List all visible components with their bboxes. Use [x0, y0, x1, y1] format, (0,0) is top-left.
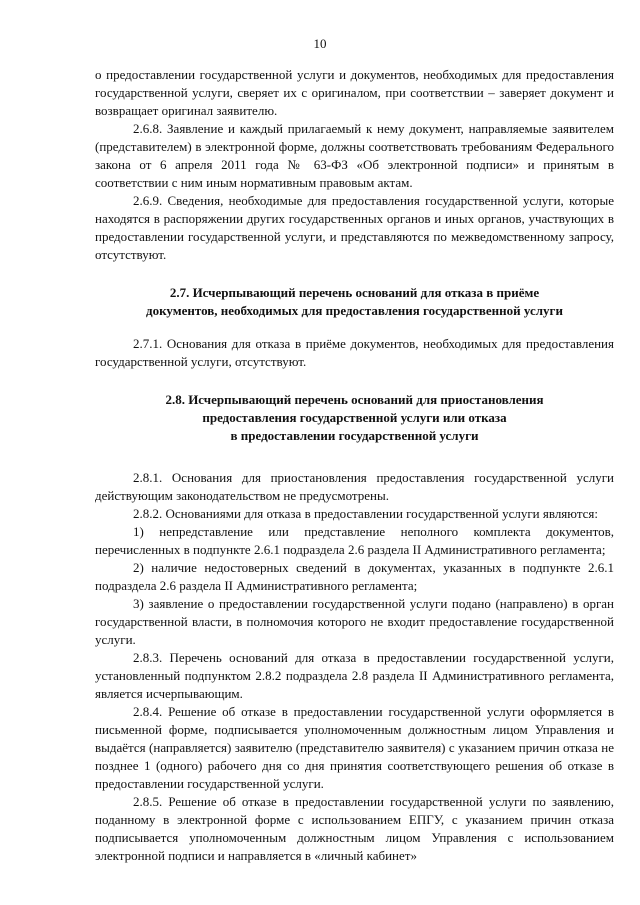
section-heading-2-8-line-3: в предоставлении государственной услуги: [230, 428, 479, 443]
paragraph-2-6-8: 2.6.8. Заявление и каждый прилагаемый к нему документ, направляемые заявителем (представителем) в электронной форме, должны соответствовать требованиям Федерального закона от 6 апреля 2011 года № 63-ФЗ «Об электронной подписи» и принятым в соответствии с ним иным нормативным правовым актам.: [95, 121, 614, 190]
list-item-3: 3) заявление о предоставлении государственной услуги подано (направлено) в орган государственной власти, в полномочия которого не входит предоставление государственной услуги.: [95, 596, 614, 647]
paragraph-2-8-1: 2.8.1. Основания для приостановления предоставления государственной услуги действующим законодательством не предусмотрены.: [95, 470, 614, 503]
section-heading-2-8-line-2: предоставления государственной услуги или отказа: [202, 410, 507, 425]
list-item-2: 2) наличие недостоверных сведений в документах, указанных в подпункте 2.6.1 подраздела 2.6 раздела II Административного регламента;: [95, 560, 614, 593]
list-item-1: 1) непредставление или представление неполного комплекта документов, перечисленных в подпункте 2.6.1 подраздела 2.6 раздела II Административного регламента;: [95, 524, 614, 557]
paragraph-2-8-4: 2.8.4. Решение об отказе в предоставлении государственной услуги оформляется в письменной форме, подписывается уполномоченным должностным лицом Управления и выдаётся (направляется) заявителю (представителю заявителя) с указанием причин отказа не позднее 1 (одного) рабочего дня со дня принятия соответствующего решения об отказе в предоставлении государственной услуги.: [95, 704, 614, 791]
paragraph-2-6-9: 2.6.9. Сведения, необходимые для предоставления государственной услуги, которые находятся в распоряжении других государственных органов и иных органов, участвующих в предоставлении государственной услуги, и представляются по межведомственному запросу, отсутствуют.: [95, 193, 614, 262]
page-number: 10: [313, 36, 327, 51]
paragraph-2-8-5: 2.8.5. Решение об отказе в предоставлении государственной услуги по заявлению, поданному в электронной форме с использованием ЕПГУ, с указанием причин отказа подписывается уполномоченным должностным лицом Управления с использованием электронной подписи и направляется в «личный кабинет»: [95, 794, 614, 863]
paragraph-2-8-3: 2.8.3. Перечень оснований для отказа в предоставлении государственной услуги, установленный подпунктом 2.8.2 подраздела 2.8 раздела II Административного регламента, является исчерпывающим.: [95, 650, 614, 701]
section-heading-2-7-line-2: документов, необходимых для предоставления государственной услуги: [146, 303, 563, 318]
paragraph-continuation: о предоставлении государственной услуги и документов, необходимых для предоставления государственной услуги, сверяет их с оригиналом, при соответствии – заверяет документ и возвращает оригинал заявителю.: [95, 67, 614, 118]
document-body: [95, 66, 614, 865]
paragraph-2-7-1: 2.7.1. Основания для отказа в приёме документов, необходимых для предоставления государственной услуги, отсутствуют.: [95, 336, 614, 369]
section-heading-2-8-line-1: 2.8. Исчерпывающий перечень оснований для приостановления: [165, 392, 544, 407]
section-heading-2-7-line-1: 2.7. Исчерпывающий перечень оснований для отказа в приёме: [169, 285, 540, 300]
paragraph-2-8-2: 2.8.2. Основаниями для отказа в предоставлении государственной услуги являются:: [133, 506, 599, 521]
